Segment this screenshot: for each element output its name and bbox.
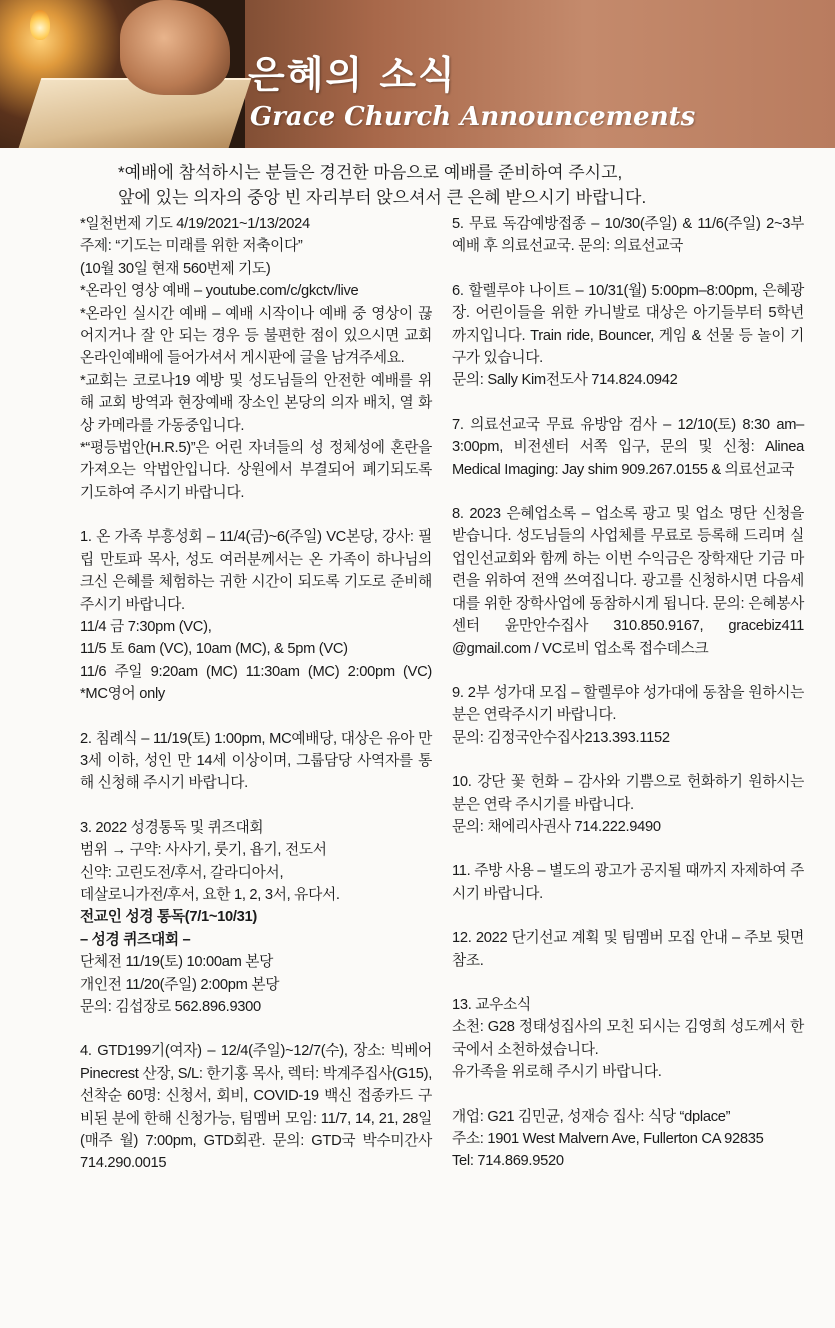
announcement-11 bbox=[452, 860, 804, 905]
announcement-line: 유가족을 위로해 주시기 바랍니다. bbox=[452, 1064, 662, 1081]
announcement-heading: 3. 2022 성경통독 및 퀴즈대회 bbox=[80, 819, 264, 836]
announcement-2 bbox=[80, 728, 432, 795]
announcement-4 bbox=[80, 1040, 432, 1174]
address-line: 주소: 1901 West Malvern Ave, Fullerton CA 92835 bbox=[452, 1131, 764, 1147]
page-subtitle: Grace Church Announcements bbox=[250, 102, 696, 132]
schedule-line: 11/4 금 7:30pm (VC), bbox=[80, 618, 212, 635]
open-bible bbox=[19, 78, 252, 148]
announcement-13 bbox=[452, 994, 804, 1173]
announcement-line: 범위 → 구약: 사사기, 룻기, 욥기, 전도서 bbox=[80, 842, 327, 859]
schedule-line: 11/6 주일 9:20am (MC) 11:30am (MC) 2:00pm (VC) *MC영어 only bbox=[80, 663, 432, 703]
header-banner bbox=[0, 0, 835, 148]
announcement-1 bbox=[80, 526, 432, 705]
candle-bible-photo bbox=[0, 0, 245, 148]
announcement-text: 5. 무료 독감예방접종 – 10/30(주일) & 11/6(주일) 2~3부 예배 후 의료선교국. 문의: 의료선교국 bbox=[452, 216, 804, 255]
announcement-line: 개업: G21 김민균, 성재승 집사: 식당 “dplace” bbox=[452, 1108, 731, 1125]
page-title: 은혜의 소식 bbox=[248, 53, 457, 97]
notice-line: (10월 30일 현재 560번제 기도) bbox=[80, 260, 271, 277]
announcement-highlight: – 성경 퀴즈대회 – bbox=[80, 931, 191, 948]
contact-line: 문의: 채에리사권사 714.222.9490 bbox=[452, 818, 661, 835]
announcement-text: 10. 강단 꽃 헌화 – 감사와 기쁨으로 헌화하기 원하시는 분은 연락 주시기를 바랍니다. bbox=[452, 774, 804, 813]
notice-line: *교회는 코로나19 예방 및 성도님들의 안전한 예배를 위해 교회 방역과 현장예배 장소인 본당의 의자 배치, 열 화상 카메라를 가동중입니다. bbox=[80, 372, 432, 434]
announcement-text: 1. 온 가족 부흥성회 – 11/4(금)~6(주일) VC본당, 강사: 필립 만토파 목사, 성도 여러분께서는 온 가족이 하나님의 크신 은혜를 체험하는 귀한 시간이 되도록 기도로 준비해 주시기 바랍니다. bbox=[80, 529, 432, 613]
contact-line: 문의: 김정국안수집사213.393.1152 bbox=[452, 729, 670, 746]
right-column bbox=[452, 213, 804, 1195]
announcement-7 bbox=[452, 414, 804, 481]
announcement-line: 신약: 고린도전/후서, 갈라디아서, bbox=[80, 864, 284, 881]
announcement-text: 8. 2023 은혜업소록 – 업소록 광고 및 업소 명단 신청을 받습니다. 성도님들의 사업체를 무료로 등록해 드리며 실업인선교회와 함께 하는 이번 수익금은 장학재단 기금 마련을 위하여 전액 쓰여집니다. 광고를 신청하시면 다음세대를 위한 장학사업에 동참하시게 됩니다. 문의: 은혜봉사센터 윤만안수집사 310.850.9167, gracebiz411 @gmail.com / VC로비 업소록 접수데스크 bbox=[452, 506, 804, 657]
announcement-line: 단체전 11/19(토) 10:00am 본당 bbox=[80, 954, 274, 971]
intro-notice bbox=[118, 160, 818, 210]
announcement-line: 데살로니가전/후서, 요한 1, 2, 3서, 유다서. bbox=[80, 886, 340, 903]
announcement-6 bbox=[452, 280, 804, 392]
praying-hands bbox=[120, 0, 230, 95]
notice-line: *“평등법안(H.R.5)”은 어린 자녀들의 성 정체성에 혼란을 가져오는 악법안입니다. 상원에서 부결되어 폐기되도록 기도하여 주시기 바랍니다. bbox=[80, 440, 432, 501]
announcement-line: 개인전 11/20(주일) 2:00pm 본당 bbox=[80, 976, 280, 993]
announcement-text: 11. 주방 사용 – 별도의 광고가 공지될 때까지 자제하여 주시기 바랍니다. bbox=[452, 863, 804, 902]
notice-line: *온라인 실시간 예배 – 예배 시작이나 예배 중 영상이 끊어지거나 잘 안 되는 경우 등 불편한 점이 있으시면 교회 온라인예배에 들어가셔서 게시판에 글을 남겨주세요. bbox=[80, 305, 432, 367]
contact-line: 문의: 김섭장로 562.896.9300 bbox=[80, 999, 261, 1015]
announcement-3 bbox=[80, 817, 432, 1019]
announcement-line: 소천: G28 정태성집사의 모친 되시는 김영희 성도께서 한국에서 소천하셨습니다. bbox=[452, 1019, 804, 1058]
announcement-9 bbox=[452, 682, 804, 749]
announcement-text: 4. GTD199기(여자) – 12/4(주일)~12/7(수), 장소: 빅베어 Pinecrest 산장, S/L: 한기홍 목사, 렉터: 박계주집사(G15), 선착순 60명: 신청서, 회비, COVID-19 백신 접종카드 구비된 분에 한해 신청가능, 팀멤버 모임: 11/7, 14, 21, 28일(매주 월) 7:00pm, GTD회관. 문의: GTD국 박수미간사 714.290.0015 bbox=[80, 1043, 432, 1172]
schedule-line: 11/5 토 6am (VC), 10am (MC), & 5pm (VC) bbox=[80, 641, 348, 658]
announcement-heading: 13. 교우소식 bbox=[452, 996, 531, 1013]
left-column bbox=[80, 213, 432, 1197]
announcement-text: 12. 2022 단기선교 계획 및 팀멤버 모집 안내 – 주보 뒷면 참조. bbox=[452, 930, 804, 969]
contact-line: 문의: Sally Kim전도사 714.824.0942 bbox=[452, 372, 678, 389]
announcement-text: 2. 침례식 – 11/19(토) 1:00pm, MC예배당, 대상은 유아 만 3세 이하, 성인 만 14세 이상이며, 그룹담당 사역자를 통해 신청해 주시기 바랍니다. bbox=[80, 730, 432, 792]
announcement-highlight: 전교인 성경 통독(7/1~10/31) bbox=[80, 909, 258, 926]
announcement-8 bbox=[452, 503, 804, 660]
announcement-text: 7. 의료선교국 무료 유방암 검사 – 12/10(토) 8:30 am–3:00pm, 비전센터 서쪽 입구, 문의 및 신청: Alinea Medical Imaging: Jay shim 909.267.0155 & 의료선교국 bbox=[452, 416, 804, 478]
prayer-notices bbox=[80, 213, 432, 504]
announcement-12 bbox=[452, 927, 804, 972]
announcement-5 bbox=[452, 213, 804, 258]
notice-line: *일천번제 기도 4/19/2021~1/13/2024 bbox=[80, 216, 310, 232]
intro-line: 앞에 있는 의자의 중앙 빈 자리부터 앉으셔서 큰 은혜 받으시기 바랍니다. bbox=[118, 188, 647, 207]
announcement-text: 9. 2부 성가대 모집 – 할렐루야 성가대에 동참을 원하시는 분은 연락주시기 바랍니다. bbox=[452, 684, 804, 724]
intro-line: *예배에 참석하시는 분들은 경건한 마음으로 예배를 준비하여 주시고, bbox=[118, 163, 623, 182]
announcement-10 bbox=[452, 771, 804, 838]
notice-line: *온라인 영상 예배 – youtube.com/c/gkctv/live bbox=[80, 283, 359, 300]
candle-flame bbox=[30, 10, 50, 40]
notice-line: 주제: “기도는 미래를 위한 저축이다” bbox=[80, 238, 303, 255]
phone-line: Tel: 714.869.9520 bbox=[452, 1153, 564, 1170]
announcement-text: 6. 할렐루야 나이트 – 10/31(월) 5:00pm–8:00pm, 은혜광장. 어린이들을 위한 카니발로 대상은 아기들부터 5학년까지입니다. Train ride, Bouncer, 게임 & 선물 등 놀이 기구가 있습니다. bbox=[452, 282, 804, 367]
